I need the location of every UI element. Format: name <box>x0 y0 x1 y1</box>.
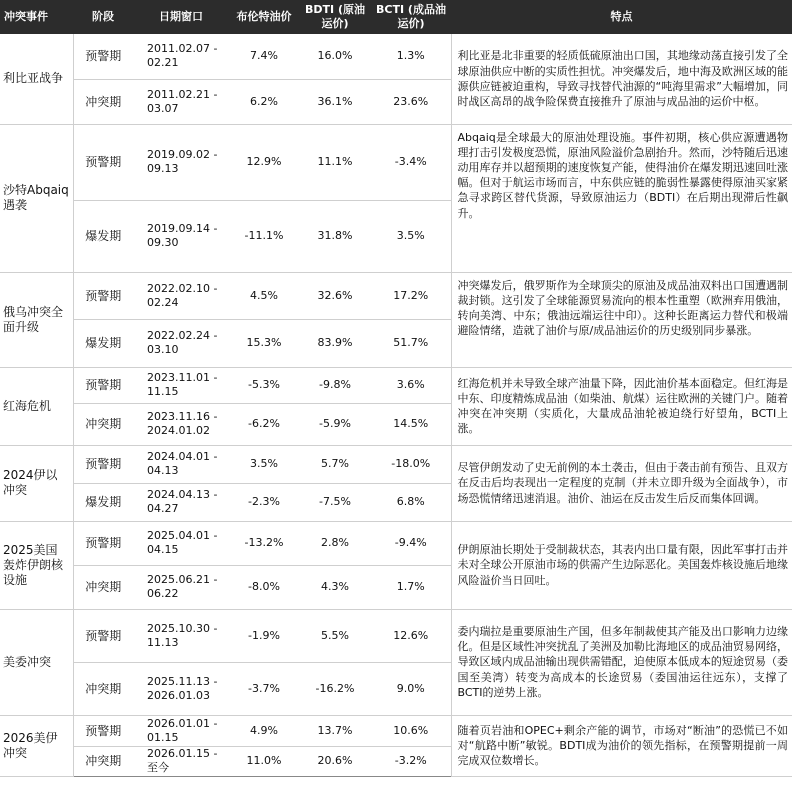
header-brent: 布伦特油价 <box>229 0 299 34</box>
bdti-change-cell: 83.9% <box>299 319 371 367</box>
date-window-cell: 2024.04.01 - 04.13 <box>133 445 229 483</box>
event-feature-text: 红海危机并未导致全球产油量下降，因此油价基本面稳定。但红海是中东、印度精炼成品油（如柴油、航煤）运往欧洲的关键门户。随着冲突在冲突期（实质化，大量成品油轮被迫绕行好望角，BCTI上涨。 <box>451 367 792 445</box>
phase-cell: 预警期 <box>73 715 133 746</box>
bdti-change-cell: 11.1% <box>299 124 371 200</box>
header-window: 日期窗口 <box>133 0 229 34</box>
event-name: 红海危机 <box>0 367 73 445</box>
phase-cell: 冲突期 <box>73 662 133 715</box>
phase-cell: 爆发期 <box>73 483 133 521</box>
bdti-change-cell: -16.2% <box>299 662 371 715</box>
bcti-change-cell: 3.5% <box>371 200 451 272</box>
date-window-cell: 2025.06.21 - 06.22 <box>133 565 229 609</box>
event-feature-text: 随着页岩油和OPEC+剩余产能的调节，市场对“断油”的恐慌已不如对“航路中断”敏锐。BDTI成为油价的领先指标，在预警期提前一周完成双位数增长。 <box>451 715 792 776</box>
brent-change-cell: 4.9% <box>229 715 299 746</box>
brent-change-cell: 7.4% <box>229 34 299 79</box>
phase-cell: 爆发期 <box>73 319 133 367</box>
brent-change-cell: 15.3% <box>229 319 299 367</box>
date-window-cell: 2023.11.01 - 11.15 <box>133 367 229 403</box>
brent-change-cell: -1.9% <box>229 609 299 662</box>
event-feature-text: 委内瑞拉是重要原油生产国，但多年制裁使其产能及出口影响力边缘化。但是区域性冲突扰乱了美洲及加勒比海地区的成品油贸易网络，导致区域内成品油输出现供需错配，迫使原本低成本的短途贸易（委国至美湾）转变为高成本的长途贸易（委国油运往远东），支撑了BCTI的逆势上涨。 <box>451 609 792 715</box>
event-feature-text: 冲突爆发后，俄罗斯作为全球顶尖的原油及成品油双料出口国遭遇制裁封锁。这引发了全球能源贸易流向的根本性重塑（欧洲弃用俄油，转向美湾、中东；俄油远端运往中印）。这种长距离运力替代和极端避险情绪，造就了油价与原/成品油运价的历史级别同步暴涨。 <box>451 272 792 367</box>
header-phase: 阶段 <box>73 0 133 34</box>
event-name: 2025美国轰炸伊朗核设施 <box>0 521 73 609</box>
phase-cell: 冲突期 <box>73 565 133 609</box>
bcti-change-cell: 1.3% <box>371 34 451 79</box>
table-row <box>0 367 792 403</box>
brent-change-cell: 3.5% <box>229 445 299 483</box>
date-window-cell: 2019.09.02 - 09.13 <box>133 124 229 200</box>
phase-cell: 预警期 <box>73 124 133 200</box>
bcti-change-cell: 51.7% <box>371 319 451 367</box>
event-feature-text: 尽管伊朗发动了史无前例的本土袭击，但由于袭击前有预告、且双方在反击后均表现出一定程度的克制（并未立即升级为全面战争），市场恐慌情绪迅速消退。油价、油运在反击发生后反而集体回调。 <box>451 445 792 521</box>
header-feature: 特点 <box>451 0 792 34</box>
bcti-change-cell: 9.0% <box>371 662 451 715</box>
table-row <box>0 34 792 79</box>
bdti-change-cell: -5.9% <box>299 403 371 445</box>
phase-cell: 爆发期 <box>73 200 133 272</box>
bcti-change-cell: -3.2% <box>371 746 451 776</box>
bdti-change-cell: 32.6% <box>299 272 371 319</box>
event-feature-text: 利比亚是北非重要的轻质低硫原油出口国，其地缘动荡直接引发了全球原油供应中断的实质性担忧。冲突爆发后，地中海及欧洲区域的能源供应链被迫重构，导致寻找替代油源的“吨海里需求”大幅增加，同时战区高昂的战争险保费直接推升了原油与成品油的运价中枢。 <box>451 34 792 124</box>
bcti-change-cell: 17.2% <box>371 272 451 319</box>
bdti-change-cell: 4.3% <box>299 565 371 609</box>
date-window-cell: 2022.02.10 - 02.24 <box>133 272 229 319</box>
event-feature-text: 伊朗原油长期处于受制裁状态，其表内出口量有限，因此军事打击并未对全球公开原油市场的供需产生边际恶化。美国轰炸核设施后地缘风险溢价当日回吐。 <box>451 521 792 609</box>
date-window-cell: 2011.02.21 - 03.07 <box>133 79 229 124</box>
event-name: 俄乌冲突全面升级 <box>0 272 73 367</box>
bdti-change-cell: 31.8% <box>299 200 371 272</box>
brent-change-cell: -8.0% <box>229 565 299 609</box>
date-window-cell: 2011.02.07 - 02.21 <box>133 34 229 79</box>
bdti-change-cell: 20.6% <box>299 746 371 776</box>
phase-cell: 预警期 <box>73 445 133 483</box>
bdti-change-cell: 13.7% <box>299 715 371 746</box>
bdti-change-cell: -7.5% <box>299 483 371 521</box>
brent-change-cell: -6.2% <box>229 403 299 445</box>
table-row <box>0 445 792 483</box>
table-body <box>0 34 792 776</box>
bcti-change-cell: 23.6% <box>371 79 451 124</box>
phase-cell: 预警期 <box>73 521 133 565</box>
table-row <box>0 609 792 662</box>
phase-cell: 冲突期 <box>73 746 133 776</box>
brent-change-cell: -3.7% <box>229 662 299 715</box>
bcti-change-cell: 14.5% <box>371 403 451 445</box>
date-window-cell: 2025.04.01 - 04.15 <box>133 521 229 565</box>
table-row <box>0 715 792 746</box>
bcti-change-cell: -9.4% <box>371 521 451 565</box>
event-name: 沙特Abqaiq遇袭 <box>0 124 73 272</box>
date-window-cell: 2019.09.14 - 09.30 <box>133 200 229 272</box>
phase-cell: 预警期 <box>73 34 133 79</box>
bdti-change-cell: 5.7% <box>299 445 371 483</box>
event-name: 2024伊以冲突 <box>0 445 73 521</box>
brent-change-cell: -2.3% <box>229 483 299 521</box>
event-name: 利比亚战争 <box>0 34 73 124</box>
brent-change-cell: -5.3% <box>229 367 299 403</box>
event-feature-text: Abqaiq是全球最大的原油处理设施。事件初期，核心供应源遭遇物理打击引发极度恐慌，原油风险溢价急剧抬升。然而，沙特随后迅速动用库存并以超预期的速度恢复产能，使得油价在爆发期迅速回吐涨幅。但对于航运市场而言，中东供应链的脆弱性暴露使得原油买家紧急寻求跨区替代货源，导致原油运力（BDTI）在后期出现滞后性飙升。 <box>451 124 792 272</box>
brent-change-cell: 12.9% <box>229 124 299 200</box>
bdti-change-cell: 36.1% <box>299 79 371 124</box>
date-window-cell: 2022.02.24 - 03.10 <box>133 319 229 367</box>
phase-cell: 冲突期 <box>73 403 133 445</box>
phase-cell: 冲突期 <box>73 79 133 124</box>
date-window-cell: 2025.11.13 - 2026.01.03 <box>133 662 229 715</box>
brent-change-cell: 4.5% <box>229 272 299 319</box>
bdti-change-cell: 16.0% <box>299 34 371 79</box>
table-row <box>0 272 792 319</box>
bdti-change-cell: -9.8% <box>299 367 371 403</box>
brent-change-cell: -11.1% <box>229 200 299 272</box>
phase-cell: 预警期 <box>73 272 133 319</box>
brent-change-cell: 11.0% <box>229 746 299 776</box>
brent-change-cell: 6.2% <box>229 79 299 124</box>
bdti-change-cell: 5.5% <box>299 609 371 662</box>
header-row <box>0 0 792 34</box>
table-row <box>0 124 792 200</box>
phase-cell: 预警期 <box>73 367 133 403</box>
bcti-change-cell: 1.7% <box>371 565 451 609</box>
bcti-change-cell: 10.6% <box>371 715 451 746</box>
date-window-cell: 2026.01.01 - 01.15 <box>133 715 229 746</box>
event-name: 美委冲突 <box>0 609 73 715</box>
date-window-cell: 2023.11.16 - 2024.01.02 <box>133 403 229 445</box>
date-window-cell: 2026.01.15 - 至今 <box>133 746 229 776</box>
bcti-change-cell: 3.6% <box>371 367 451 403</box>
header-bdti: BDTI (原油运价) <box>299 0 371 34</box>
date-window-cell: 2024.04.13 - 04.27 <box>133 483 229 521</box>
bcti-change-cell: 12.6% <box>371 609 451 662</box>
bcti-change-cell: 6.8% <box>371 483 451 521</box>
header-bcti: BCTI (成品油运价) <box>371 0 451 34</box>
bcti-change-cell: -18.0% <box>371 445 451 483</box>
bcti-change-cell: -3.4% <box>371 124 451 200</box>
event-name: 2026美伊冲突 <box>0 715 73 776</box>
table-row <box>0 521 792 565</box>
phase-cell: 预警期 <box>73 609 133 662</box>
date-window-cell: 2025.10.30 - 11.13 <box>133 609 229 662</box>
brent-change-cell: -13.2% <box>229 521 299 565</box>
header-event: 冲突事件 <box>0 0 73 34</box>
bdti-change-cell: 2.8% <box>299 521 371 565</box>
